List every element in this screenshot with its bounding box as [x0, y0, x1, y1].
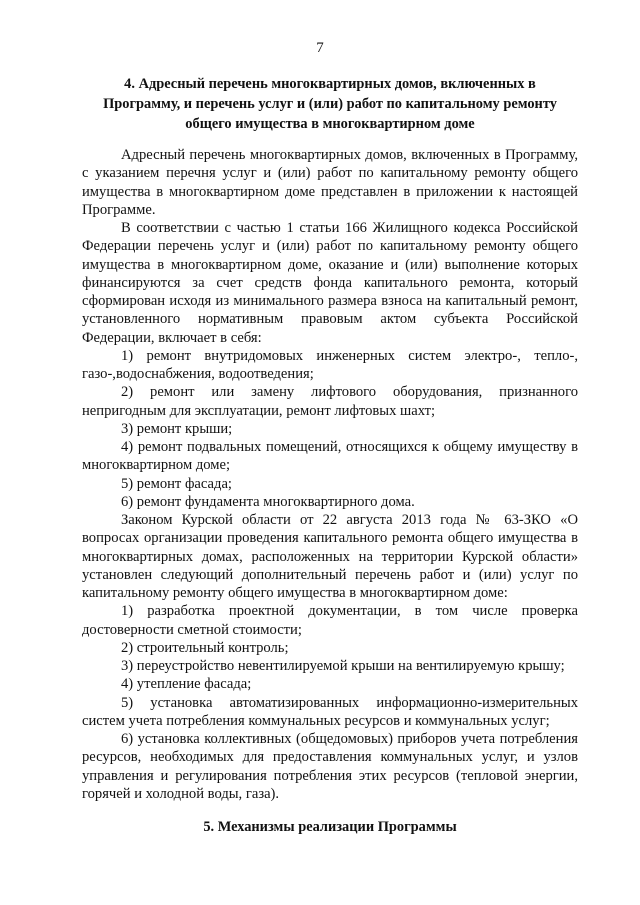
list-item: 1) разработка проектной документации, в том числе проверка достоверности сметной стоимости;	[82, 603, 578, 638]
list-item: 1) ремонт внутридомовых инженерных систем электро-, тепло-, газо-,водоснабжения, водоотведения;	[82, 347, 578, 382]
list-item: 3) переустройство невентилируемой крыши на вентилируемую крышу;	[121, 658, 565, 674]
list-item: 4) ремонт подвальных помещений, относящихся к общему имуществу в многоквартирном доме;	[82, 439, 578, 474]
list-item: 5) ремонт фасада;	[121, 475, 232, 492]
document-body	[82, 146, 578, 803]
list-item: 3) ремонт крыши;	[121, 420, 233, 437]
section-4-title: 4. Адресный перечень многоквартирных домов, включенных в Программу, и перечень услуг и (или) работ по капитальному ремонту общего имущества в многоквартирном доме	[103, 76, 557, 132]
list-item: 2) строительный контроль;	[121, 639, 289, 656]
list-item: 6) ремонт фундамента многоквартирного дома.	[121, 493, 415, 510]
paragraph-intro: Адресный перечень многоквартирных домов, включенных в Программу, с указанием перечня услуг и (или) работ по капитальному ремонту общего имущества в многоквартирном доме представлен в приложении к настоящей Программе.	[82, 147, 578, 218]
paragraph-kursk-law: Законом Курской области от 22 августа 2013 года № 63-ЗКО «О вопросах организации проведения капитального ремонта общего имущества в многоквартирных домах, расположенных на территории Курской области» установлен следующий дополнительный перечень работ и (или) услуг по капитальному ремонту общего имущества в многоквартирном доме:	[82, 512, 578, 601]
page-number: 7	[316, 40, 324, 56]
list-item: 6) установка коллективных (общедомовых) приборов учета потребления ресурсов, необходимых для предоставления коммунальных услуг, и узлов управления и регулирования потребления этих ресурсов (тепловой энергии, горячей и холодной воды, газа).	[82, 731, 578, 802]
section-5-title: 5. Механизмы реализации Программы	[203, 819, 457, 835]
list-item: 2) ремонт или замену лифтового оборудования, признанного непригодным для эксплуатации, ремонт лифтовых шахт;	[82, 384, 578, 419]
list-item: 5) установка автоматизированных информационно-измерительных систем учета потребления коммунальных ресурсов и коммунальных услуг;	[82, 694, 578, 729]
list-item: 4) утепление фасада;	[121, 676, 252, 693]
paragraph-article-166: В соответствии с частью 1 статьи 166 Жилищного кодекса Российской Федерации перечень услуг и (или) работ по капитальному ремонту общего имущества в многоквартирном доме, оказание и (или) выполнение которых финансируются за счет средств фонда капитального ремонта, который сформирован исходя из минимального размера взноса на капитальный ремонт, установленного нормативным правовым актом субъекта Российской Федерации, включает в себя:	[82, 220, 578, 346]
